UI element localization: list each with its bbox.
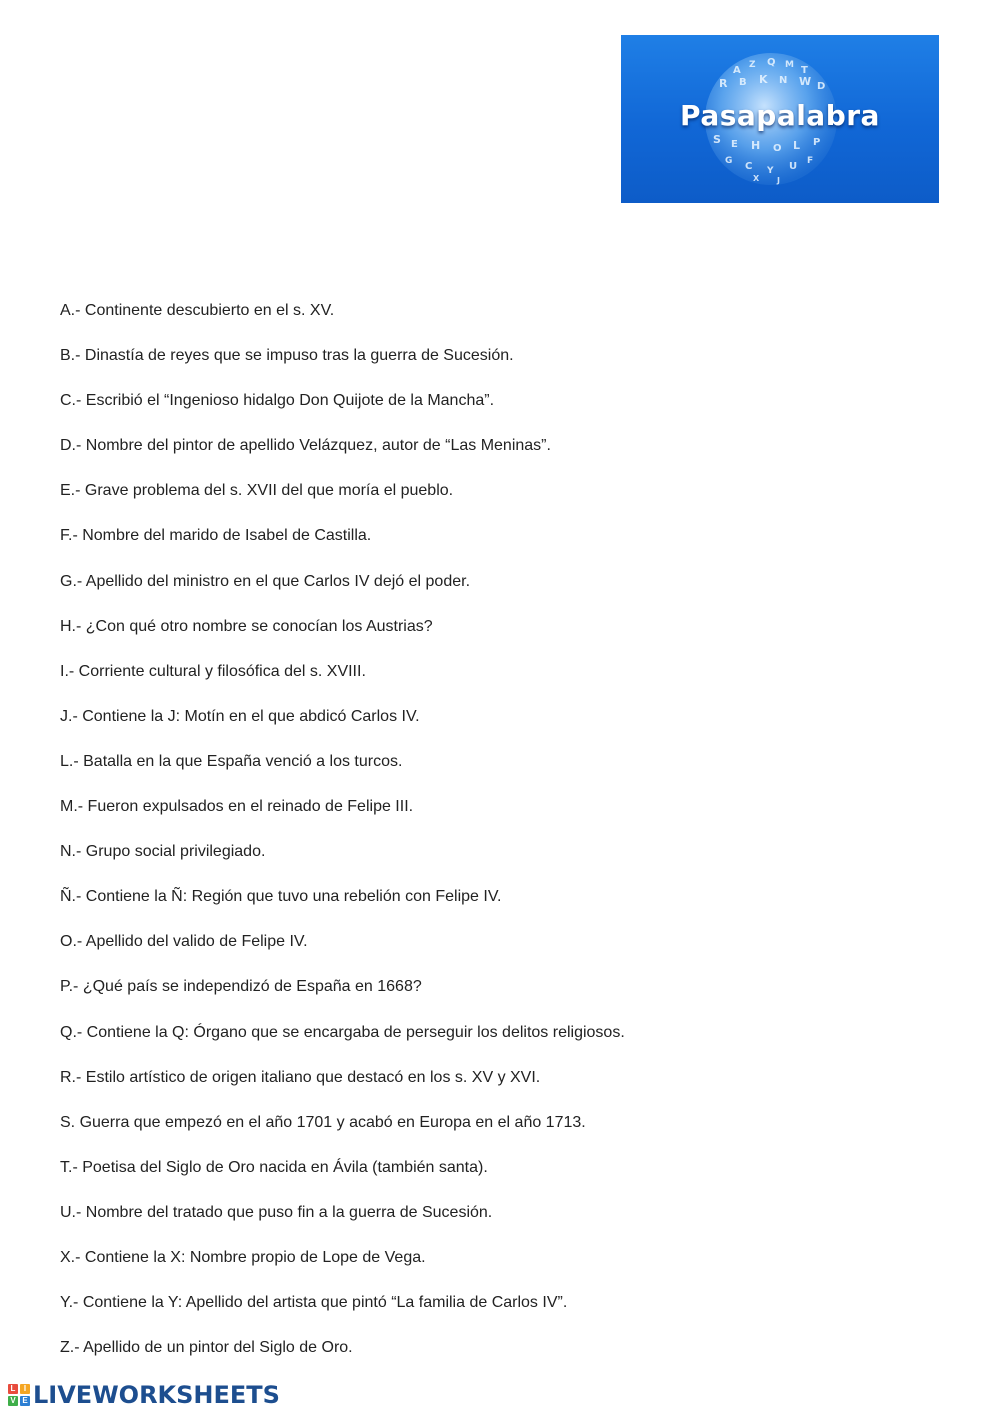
brand-text: LIVEWORKSHEETS [33, 1381, 280, 1409]
svg-text:P: P [813, 137, 821, 148]
question-i: I.- Corriente cultural y filosófica del s. XVIII. [60, 662, 366, 680]
question-q: Q.- Contiene la Q: Órgano que se encargaba de perseguir los delitos religiosos. [60, 1023, 625, 1041]
logo-title: Pasapalabra [680, 99, 880, 132]
svg-text:C: C [745, 161, 753, 172]
brand-letter-e: E [20, 1396, 30, 1406]
question-b: B.- Dinastía de reyes que se impuso tras la guerra de Sucesión. [60, 347, 514, 365]
svg-text:U: U [789, 161, 798, 172]
svg-text:S: S [713, 133, 721, 146]
question-d: D.- Nombre del pintor de apellido Velázquez, autor de “Las Meninas”. [60, 437, 551, 455]
svg-text:T: T [801, 65, 808, 76]
svg-text:Z: Z [749, 60, 756, 70]
question-z: Z.- Apellido de un pintor del Siglo de Oro. [60, 1339, 353, 1357]
question-r: R.- Estilo artístico de origen italiano que destacó en los s. XV y XVI. [60, 1068, 541, 1086]
svg-text:W: W [799, 75, 812, 88]
question-l: L.- Batalla en la que España venció a los turcos. [60, 752, 403, 770]
brand-letter-l: L [8, 1384, 18, 1394]
question-list [60, 300, 960, 1382]
question-enye: Ñ.- Contiene la Ñ: Región que tuvo una rebelión con Felipe IV. [60, 888, 502, 906]
svg-text:J: J [777, 176, 780, 185]
svg-text:O: O [773, 143, 782, 154]
svg-text:E: E [731, 139, 738, 150]
brand-logo-icon [8, 1384, 30, 1406]
svg-text:M: M [785, 60, 794, 70]
question-f: F.- Nombre del marido de Isabel de Castilla. [60, 527, 372, 545]
question-j: J.- Contiene la J: Motín en el que abdicó Carlos IV. [60, 707, 420, 725]
svg-text:Q: Q [767, 57, 776, 68]
question-u: U.- Nombre del tratado que puso fin a la guerra de Sucesión. [60, 1203, 493, 1221]
question-x: X.- Contiene la X: Nombre propio de Lope de Vega. [60, 1248, 426, 1266]
pasapalabra-logo [621, 35, 939, 203]
question-s: S. Guerra que empezó en el año 1701 y acabó en Europa en el año 1713. [60, 1113, 586, 1131]
question-e: E.- Grave problema del s. XVII del que moría el pueblo. [60, 482, 454, 500]
question-g: G.- Apellido del ministro en el que Carlos IV dejó el poder. [60, 572, 471, 590]
question-c: C.- Escribió el “Ingenioso hidalgo Don Quijote de la Mancha”. [60, 392, 495, 410]
question-h: H.- ¿Con qué otro nombre se conocían los Austrias? [60, 617, 433, 635]
question-o: O.- Apellido del valido de Felipe IV. [60, 933, 308, 951]
question-y: Y.- Contiene la Y: Apellido del artista que pintó “La familia de Carlos IV”. [60, 1294, 568, 1312]
question-t: T.- Poetisa del Siglo de Oro nacida en Ávila (también santa). [60, 1158, 488, 1176]
svg-text:X: X [753, 174, 760, 183]
svg-text:Y: Y [767, 166, 774, 176]
svg-text:K: K [759, 73, 768, 86]
question-m: M.- Fueron expulsados en el reinado de Felipe III. [60, 798, 414, 816]
svg-text:N: N [779, 75, 788, 86]
svg-text:H: H [751, 139, 761, 152]
question-p: P.- ¿Qué país se independizó de España en 1668? [60, 978, 422, 996]
svg-text:F: F [807, 156, 814, 166]
svg-text:A: A [733, 65, 741, 76]
brand-letter-v: V [8, 1396, 18, 1406]
svg-text:R: R [719, 77, 728, 90]
question-n: N.- Grupo social privilegiado. [60, 843, 266, 861]
brand-letter-i: I [20, 1384, 30, 1394]
svg-text:L: L [793, 139, 801, 152]
svg-text:B: B [739, 77, 747, 88]
liveworksheets-brand [8, 1380, 280, 1410]
question-a: A.- Continente descubierto en el s. XV. [60, 302, 335, 319]
svg-text:D: D [817, 81, 826, 92]
svg-text:G: G [725, 156, 733, 166]
